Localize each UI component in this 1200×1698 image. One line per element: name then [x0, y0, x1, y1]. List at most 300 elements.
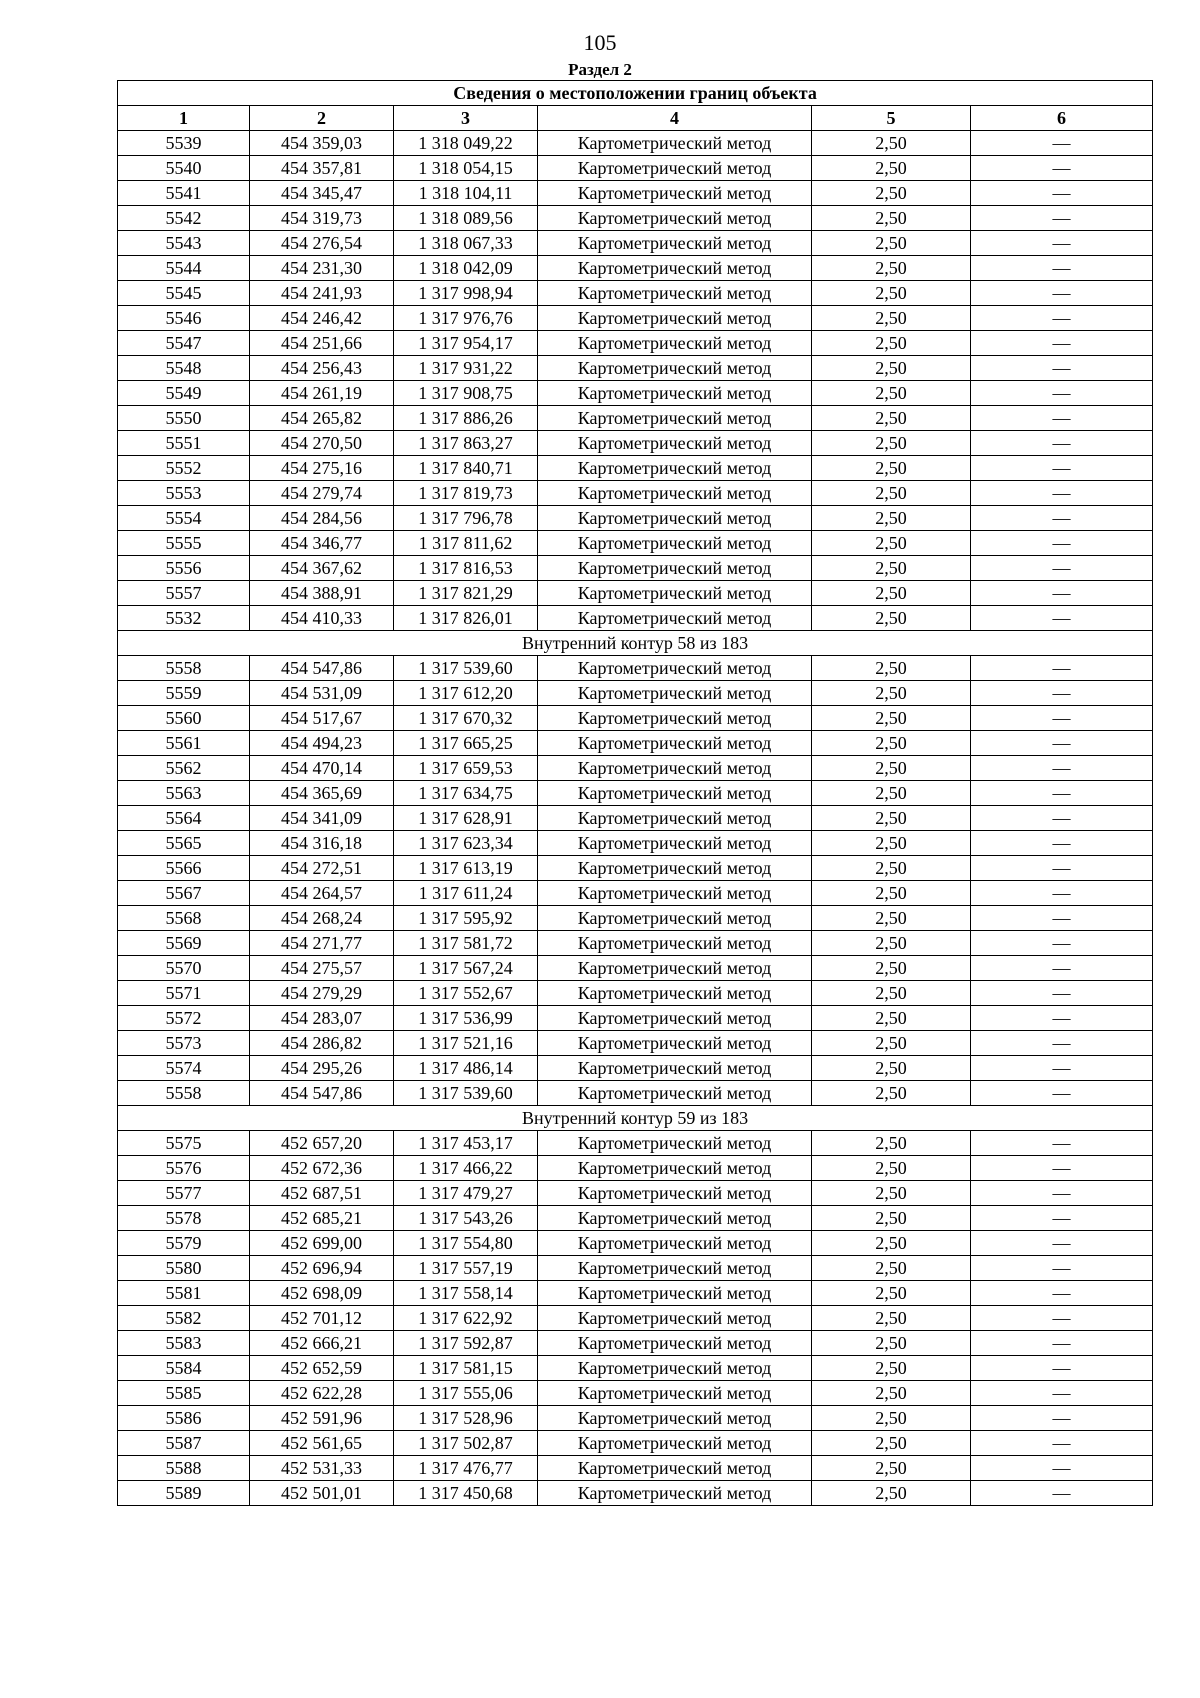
- method-cell: Картометрический метод: [538, 806, 812, 831]
- point-number-cell: 5564: [118, 806, 250, 831]
- accuracy-cell: 2,50: [812, 1231, 971, 1256]
- method-cell: Картометрический метод: [538, 1281, 812, 1306]
- y-coordinate-cell: 1 317 954,17: [394, 331, 538, 356]
- x-coordinate-cell: 452 501,01: [250, 1481, 394, 1506]
- method-cell: Картометрический метод: [538, 606, 812, 631]
- point-number-cell: 5551: [118, 431, 250, 456]
- note-cell: —: [971, 1156, 1153, 1181]
- accuracy-cell: 2,50: [812, 506, 971, 531]
- accuracy-cell: 2,50: [812, 1381, 971, 1406]
- table-row: [118, 781, 1153, 806]
- note-cell: —: [971, 1256, 1153, 1281]
- table-body: [118, 131, 1153, 1506]
- x-coordinate-cell: 454 276,54: [250, 231, 394, 256]
- accuracy-cell: 2,50: [812, 581, 971, 606]
- accuracy-cell: 2,50: [812, 1406, 971, 1431]
- x-coordinate-cell: 454 341,09: [250, 806, 394, 831]
- point-number-cell: 5543: [118, 231, 250, 256]
- accuracy-cell: 2,50: [812, 1331, 971, 1356]
- accuracy-cell: 2,50: [812, 1156, 971, 1181]
- method-cell: Картометрический метод: [538, 1381, 812, 1406]
- table-row: [118, 356, 1153, 381]
- accuracy-cell: 2,50: [812, 1431, 971, 1456]
- table-row: [118, 1481, 1153, 1506]
- note-cell: —: [971, 556, 1153, 581]
- method-cell: Картометрический метод: [538, 281, 812, 306]
- table-row: [118, 1431, 1153, 1456]
- x-coordinate-cell: 452 561,65: [250, 1431, 394, 1456]
- x-coordinate-cell: 454 470,14: [250, 756, 394, 781]
- contour-label: Внутренний контур 59 из 183: [118, 1106, 1153, 1131]
- point-number-cell: 5588: [118, 1456, 250, 1481]
- table-row: [118, 756, 1153, 781]
- x-coordinate-cell: 454 256,43: [250, 356, 394, 381]
- x-coordinate-cell: 454 547,86: [250, 1081, 394, 1106]
- y-coordinate-cell: 1 317 450,68: [394, 1481, 538, 1506]
- method-cell: Картометрический метод: [538, 1481, 812, 1506]
- method-cell: Картометрический метод: [538, 1231, 812, 1256]
- point-number-cell: 5574: [118, 1056, 250, 1081]
- y-coordinate-cell: 1 317 659,53: [394, 756, 538, 781]
- point-number-cell: 5542: [118, 206, 250, 231]
- column-header: 2: [250, 106, 394, 131]
- point-number-cell: 5576: [118, 1156, 250, 1181]
- accuracy-cell: 2,50: [812, 1031, 971, 1056]
- x-coordinate-cell: 452 591,96: [250, 1406, 394, 1431]
- point-number-cell: 5549: [118, 381, 250, 406]
- column-header: 5: [812, 106, 971, 131]
- y-coordinate-cell: 1 317 581,72: [394, 931, 538, 956]
- note-cell: —: [971, 356, 1153, 381]
- note-cell: —: [971, 431, 1153, 456]
- y-coordinate-cell: 1 318 054,15: [394, 156, 538, 181]
- x-coordinate-cell: 454 271,77: [250, 931, 394, 956]
- note-cell: —: [971, 1181, 1153, 1206]
- point-number-cell: 5587: [118, 1431, 250, 1456]
- x-coordinate-cell: 454 295,26: [250, 1056, 394, 1081]
- x-coordinate-cell: 454 283,07: [250, 1006, 394, 1031]
- x-coordinate-cell: 452 672,36: [250, 1156, 394, 1181]
- table-row: [118, 1181, 1153, 1206]
- table-row: [118, 1206, 1153, 1231]
- table-row: [118, 1006, 1153, 1031]
- accuracy-cell: 2,50: [812, 356, 971, 381]
- method-cell: Картометрический метод: [538, 156, 812, 181]
- accuracy-cell: 2,50: [812, 256, 971, 281]
- y-coordinate-cell: 1 317 528,96: [394, 1406, 538, 1431]
- point-number-cell: 5556: [118, 556, 250, 581]
- x-coordinate-cell: 454 246,42: [250, 306, 394, 331]
- method-cell: Картометрический метод: [538, 1156, 812, 1181]
- method-cell: Картометрический метод: [538, 1006, 812, 1031]
- y-coordinate-cell: 1 317 819,73: [394, 481, 538, 506]
- table-row: [118, 1031, 1153, 1056]
- column-header: 1: [118, 106, 250, 131]
- accuracy-cell: 2,50: [812, 1056, 971, 1081]
- y-coordinate-cell: 1 317 976,76: [394, 306, 538, 331]
- note-cell: —: [971, 1381, 1153, 1406]
- point-number-cell: 5558: [118, 656, 250, 681]
- note-cell: —: [971, 1006, 1153, 1031]
- note-cell: —: [971, 606, 1153, 631]
- note-cell: —: [971, 806, 1153, 831]
- table-caption-row: [118, 81, 1153, 106]
- method-cell: Картометрический метод: [538, 1206, 812, 1231]
- table-row: [118, 981, 1153, 1006]
- accuracy-cell: 2,50: [812, 131, 971, 156]
- note-cell: —: [971, 706, 1153, 731]
- table-row: [118, 1156, 1153, 1181]
- table-row: [118, 1306, 1153, 1331]
- x-coordinate-cell: 454 272,51: [250, 856, 394, 881]
- note-cell: —: [971, 656, 1153, 681]
- note-cell: —: [971, 831, 1153, 856]
- y-coordinate-cell: 1 317 479,27: [394, 1181, 538, 1206]
- x-coordinate-cell: 454 345,47: [250, 181, 394, 206]
- accuracy-cell: 2,50: [812, 781, 971, 806]
- x-coordinate-cell: 454 316,18: [250, 831, 394, 856]
- point-number-cell: 5584: [118, 1356, 250, 1381]
- accuracy-cell: 2,50: [812, 1356, 971, 1381]
- table-row: [118, 481, 1153, 506]
- y-coordinate-cell: 1 318 042,09: [394, 256, 538, 281]
- accuracy-cell: 2,50: [812, 981, 971, 1006]
- method-cell: Картометрический метод: [538, 431, 812, 456]
- accuracy-cell: 2,50: [812, 1306, 971, 1331]
- y-coordinate-cell: 1 317 555,06: [394, 1381, 538, 1406]
- table-row: [118, 306, 1153, 331]
- x-coordinate-cell: 452 657,20: [250, 1131, 394, 1156]
- note-cell: —: [971, 881, 1153, 906]
- point-number-cell: 5572: [118, 1006, 250, 1031]
- x-coordinate-cell: 454 410,33: [250, 606, 394, 631]
- table-row: [118, 256, 1153, 281]
- y-coordinate-cell: 1 317 552,67: [394, 981, 538, 1006]
- accuracy-cell: 2,50: [812, 756, 971, 781]
- method-cell: Картометрический метод: [538, 706, 812, 731]
- table-row: [118, 1056, 1153, 1081]
- x-coordinate-cell: 454 284,56: [250, 506, 394, 531]
- table-row: [118, 1256, 1153, 1281]
- y-coordinate-cell: 1 317 581,15: [394, 1356, 538, 1381]
- table-row: [118, 1331, 1153, 1356]
- boundary-table: [117, 80, 1153, 1506]
- point-number-cell: 5544: [118, 256, 250, 281]
- accuracy-cell: 2,50: [812, 456, 971, 481]
- y-coordinate-cell: 1 317 539,60: [394, 656, 538, 681]
- point-number-cell: 5540: [118, 156, 250, 181]
- table-row: [118, 1081, 1153, 1106]
- accuracy-cell: 2,50: [812, 381, 971, 406]
- y-coordinate-cell: 1 317 612,20: [394, 681, 538, 706]
- y-coordinate-cell: 1 317 611,24: [394, 881, 538, 906]
- method-cell: Картометрический метод: [538, 1331, 812, 1356]
- x-coordinate-cell: 454 319,73: [250, 206, 394, 231]
- table-row: [118, 1356, 1153, 1381]
- point-number-cell: 5567: [118, 881, 250, 906]
- method-cell: Картометрический метод: [538, 1256, 812, 1281]
- note-cell: —: [971, 756, 1153, 781]
- method-cell: Картометрический метод: [538, 681, 812, 706]
- table-row: [118, 531, 1153, 556]
- method-cell: Картометрический метод: [538, 481, 812, 506]
- method-cell: Картометрический метод: [538, 1056, 812, 1081]
- y-coordinate-cell: 1 317 557,19: [394, 1256, 538, 1281]
- method-cell: Картометрический метод: [538, 781, 812, 806]
- accuracy-cell: 2,50: [812, 731, 971, 756]
- method-cell: Картометрический метод: [538, 906, 812, 931]
- method-cell: Картометрический метод: [538, 756, 812, 781]
- table-row: [118, 281, 1153, 306]
- method-cell: Картометрический метод: [538, 356, 812, 381]
- x-coordinate-cell: 454 388,91: [250, 581, 394, 606]
- note-cell: —: [971, 1431, 1153, 1456]
- note-cell: —: [971, 531, 1153, 556]
- table-row: [118, 206, 1153, 231]
- table-row: [118, 681, 1153, 706]
- point-number-cell: 5583: [118, 1331, 250, 1356]
- accuracy-cell: 2,50: [812, 1481, 971, 1506]
- note-cell: —: [971, 1281, 1153, 1306]
- x-coordinate-cell: 454 241,93: [250, 281, 394, 306]
- note-cell: —: [971, 456, 1153, 481]
- point-number-cell: 5562: [118, 756, 250, 781]
- accuracy-cell: 2,50: [812, 531, 971, 556]
- x-coordinate-cell: 454 231,30: [250, 256, 394, 281]
- note-cell: —: [971, 406, 1153, 431]
- table-row: [118, 806, 1153, 831]
- method-cell: Картометрический метод: [538, 931, 812, 956]
- note-cell: —: [971, 981, 1153, 1006]
- x-coordinate-cell: 452 685,21: [250, 1206, 394, 1231]
- table-row: [118, 331, 1153, 356]
- y-coordinate-cell: 1 317 665,25: [394, 731, 538, 756]
- note-cell: —: [971, 1081, 1153, 1106]
- method-cell: Картометрический метод: [538, 206, 812, 231]
- table-row: [118, 556, 1153, 581]
- y-coordinate-cell: 1 317 816,53: [394, 556, 538, 581]
- table-row: [118, 581, 1153, 606]
- table-caption: Сведения о местоположении границ объекта: [118, 81, 1153, 106]
- accuracy-cell: 2,50: [812, 206, 971, 231]
- point-number-cell: 5552: [118, 456, 250, 481]
- method-cell: Картометрический метод: [538, 1131, 812, 1156]
- note-cell: —: [971, 506, 1153, 531]
- note-cell: —: [971, 1231, 1153, 1256]
- x-coordinate-cell: 454 261,19: [250, 381, 394, 406]
- accuracy-cell: 2,50: [812, 606, 971, 631]
- method-cell: Картометрический метод: [538, 331, 812, 356]
- accuracy-cell: 2,50: [812, 1206, 971, 1231]
- x-coordinate-cell: 454 264,57: [250, 881, 394, 906]
- point-number-cell: 5563: [118, 781, 250, 806]
- accuracy-cell: 2,50: [812, 1081, 971, 1106]
- note-cell: —: [971, 256, 1153, 281]
- point-number-cell: 5550: [118, 406, 250, 431]
- x-coordinate-cell: 454 275,57: [250, 956, 394, 981]
- y-coordinate-cell: 1 317 863,27: [394, 431, 538, 456]
- method-cell: Картометрический метод: [538, 1081, 812, 1106]
- point-number-cell: 5570: [118, 956, 250, 981]
- x-coordinate-cell: 454 270,50: [250, 431, 394, 456]
- contour-row: [118, 1106, 1153, 1131]
- point-number-cell: 5580: [118, 1256, 250, 1281]
- point-number-cell: 5541: [118, 181, 250, 206]
- accuracy-cell: 2,50: [812, 856, 971, 881]
- method-cell: Картометрический метод: [538, 581, 812, 606]
- method-cell: Картометрический метод: [538, 981, 812, 1006]
- table-row: [118, 1131, 1153, 1156]
- point-number-cell: 5579: [118, 1231, 250, 1256]
- y-coordinate-cell: 1 317 634,75: [394, 781, 538, 806]
- method-cell: Картометрический метод: [538, 256, 812, 281]
- accuracy-cell: 2,50: [812, 706, 971, 731]
- note-cell: —: [971, 206, 1153, 231]
- table-row: [118, 956, 1153, 981]
- y-coordinate-cell: 1 317 476,77: [394, 1456, 538, 1481]
- method-cell: Картометрический метод: [538, 231, 812, 256]
- y-coordinate-cell: 1 317 567,24: [394, 956, 538, 981]
- note-cell: —: [971, 1456, 1153, 1481]
- method-cell: Картометрический метод: [538, 1181, 812, 1206]
- point-number-cell: 5586: [118, 1406, 250, 1431]
- accuracy-cell: 2,50: [812, 1131, 971, 1156]
- method-cell: Картометрический метод: [538, 131, 812, 156]
- point-number-cell: 5561: [118, 731, 250, 756]
- table-row: [118, 1381, 1153, 1406]
- x-coordinate-cell: 452 531,33: [250, 1456, 394, 1481]
- y-coordinate-cell: 1 317 453,17: [394, 1131, 538, 1156]
- accuracy-cell: 2,50: [812, 281, 971, 306]
- note-cell: —: [971, 306, 1153, 331]
- method-cell: Картометрический метод: [538, 1406, 812, 1431]
- point-number-cell: 5554: [118, 506, 250, 531]
- x-coordinate-cell: 452 696,94: [250, 1256, 394, 1281]
- accuracy-cell: 2,50: [812, 1256, 971, 1281]
- table-row: [118, 606, 1153, 631]
- accuracy-cell: 2,50: [812, 1281, 971, 1306]
- page-number: 105: [583, 30, 617, 55]
- x-coordinate-cell: 454 359,03: [250, 131, 394, 156]
- y-coordinate-cell: 1 318 067,33: [394, 231, 538, 256]
- table-row: [118, 506, 1153, 531]
- note-cell: —: [971, 1306, 1153, 1331]
- point-number-cell: 5582: [118, 1306, 250, 1331]
- x-coordinate-cell: 452 699,00: [250, 1231, 394, 1256]
- y-coordinate-cell: 1 317 502,87: [394, 1431, 538, 1456]
- table-row: [118, 456, 1153, 481]
- y-coordinate-cell: 1 317 628,91: [394, 806, 538, 831]
- x-coordinate-cell: 454 251,66: [250, 331, 394, 356]
- note-cell: —: [971, 956, 1153, 981]
- method-cell: Картометрический метод: [538, 881, 812, 906]
- x-coordinate-cell: 454 494,23: [250, 731, 394, 756]
- point-number-cell: 5585: [118, 1381, 250, 1406]
- note-cell: —: [971, 481, 1153, 506]
- point-number-cell: 5553: [118, 481, 250, 506]
- point-number-cell: 5589: [118, 1481, 250, 1506]
- table-row: [118, 906, 1153, 931]
- method-cell: Картометрический метод: [538, 181, 812, 206]
- x-coordinate-cell: 452 698,09: [250, 1281, 394, 1306]
- method-cell: Картометрический метод: [538, 831, 812, 856]
- y-coordinate-cell: 1 317 670,32: [394, 706, 538, 731]
- method-cell: Картометрический метод: [538, 406, 812, 431]
- y-coordinate-cell: 1 317 613,19: [394, 856, 538, 881]
- point-number-cell: 5547: [118, 331, 250, 356]
- table-row: [118, 131, 1153, 156]
- point-number-cell: 5581: [118, 1281, 250, 1306]
- y-coordinate-cell: 1 317 466,22: [394, 1156, 538, 1181]
- y-coordinate-cell: 1 317 908,75: [394, 381, 538, 406]
- accuracy-cell: 2,50: [812, 806, 971, 831]
- y-coordinate-cell: 1 317 622,92: [394, 1306, 538, 1331]
- accuracy-cell: 2,50: [812, 1181, 971, 1206]
- y-coordinate-cell: 1 317 592,87: [394, 1331, 538, 1356]
- note-cell: —: [971, 1406, 1153, 1431]
- accuracy-cell: 2,50: [812, 906, 971, 931]
- point-number-cell: 5560: [118, 706, 250, 731]
- note-cell: —: [971, 1206, 1153, 1231]
- point-number-cell: 5577: [118, 1181, 250, 1206]
- note-cell: —: [971, 856, 1153, 881]
- table-row: [118, 731, 1153, 756]
- y-coordinate-cell: 1 317 486,14: [394, 1056, 538, 1081]
- point-number-cell: 5575: [118, 1131, 250, 1156]
- note-cell: —: [971, 381, 1153, 406]
- note-cell: —: [971, 1481, 1153, 1506]
- y-coordinate-cell: 1 317 554,80: [394, 1231, 538, 1256]
- method-cell: Картометрический метод: [538, 381, 812, 406]
- note-cell: —: [971, 156, 1153, 181]
- accuracy-cell: 2,50: [812, 181, 971, 206]
- accuracy-cell: 2,50: [812, 656, 971, 681]
- accuracy-cell: 2,50: [812, 431, 971, 456]
- table-row: [118, 431, 1153, 456]
- note-cell: —: [971, 681, 1153, 706]
- note-cell: —: [971, 581, 1153, 606]
- x-coordinate-cell: 452 701,12: [250, 1306, 394, 1331]
- point-number-cell: 5545: [118, 281, 250, 306]
- y-coordinate-cell: 1 318 089,56: [394, 206, 538, 231]
- method-cell: Картометрический метод: [538, 1431, 812, 1456]
- y-coordinate-cell: 1 318 104,11: [394, 181, 538, 206]
- x-coordinate-cell: 454 286,82: [250, 1031, 394, 1056]
- accuracy-cell: 2,50: [812, 231, 971, 256]
- note-cell: —: [971, 331, 1153, 356]
- method-cell: Картометрический метод: [538, 1031, 812, 1056]
- table-row: [118, 1231, 1153, 1256]
- y-coordinate-cell: 1 317 539,60: [394, 1081, 538, 1106]
- column-header: 3: [394, 106, 538, 131]
- y-coordinate-cell: 1 317 998,94: [394, 281, 538, 306]
- note-cell: —: [971, 731, 1153, 756]
- accuracy-cell: 2,50: [812, 881, 971, 906]
- accuracy-cell: 2,50: [812, 1006, 971, 1031]
- note-cell: —: [971, 1056, 1153, 1081]
- y-coordinate-cell: 1 317 536,99: [394, 1006, 538, 1031]
- note-cell: —: [971, 931, 1153, 956]
- x-coordinate-cell: 454 346,77: [250, 531, 394, 556]
- x-coordinate-cell: 452 652,59: [250, 1356, 394, 1381]
- method-cell: Картометрический метод: [538, 1306, 812, 1331]
- point-number-cell: 5578: [118, 1206, 250, 1231]
- method-cell: Картометрический метод: [538, 306, 812, 331]
- method-cell: Картометрический метод: [538, 456, 812, 481]
- table-row: [118, 656, 1153, 681]
- table-row: [118, 831, 1153, 856]
- note-cell: —: [971, 1031, 1153, 1056]
